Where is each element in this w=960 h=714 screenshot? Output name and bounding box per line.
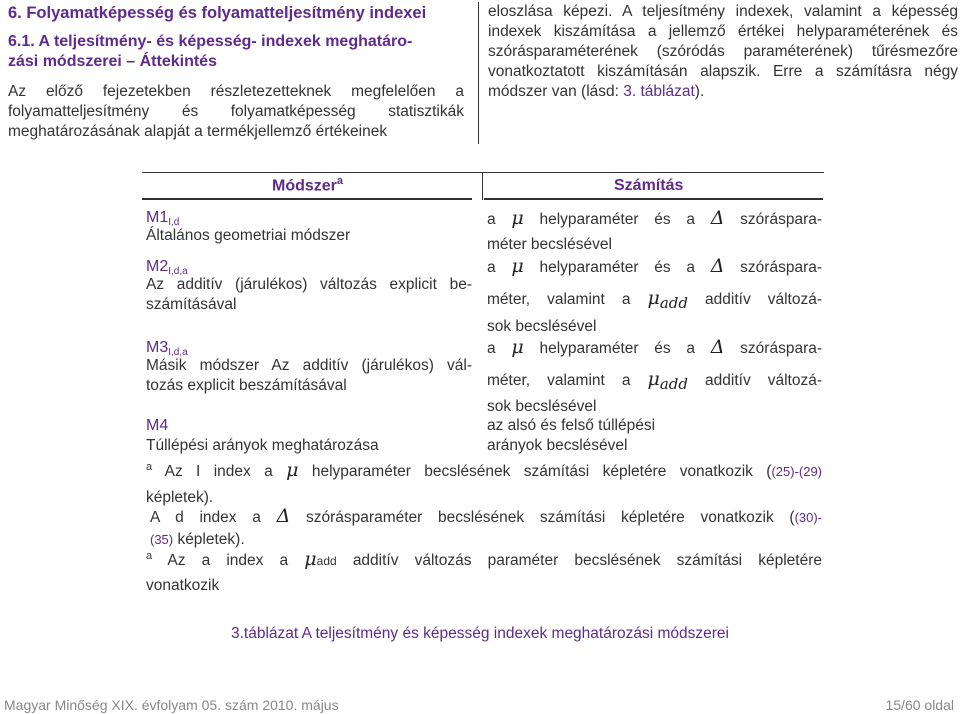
add-subscript: add <box>659 375 688 393</box>
m2-code: M2 <box>146 258 169 275</box>
footer-publication: Magyar Minőség XIX. évfolyam 05. szám 2010. május <box>4 697 339 713</box>
m2-calc-end: szóráspara- <box>740 259 823 276</box>
m4-code: M4 <box>146 417 169 434</box>
delta-symbol: Δ <box>276 505 291 527</box>
left-paragraph: Az előző fejezetekben részletezetteknek megfelelően a folyamatteljesítmény és folyamatképesség statisztikák meghatározásának alapját a termékjellemző értékeinek <box>8 83 464 140</box>
table-row-m2-calc <box>487 256 822 278</box>
table-header-method-label: Módszer <box>272 177 337 195</box>
note1-mid: helyparaméter becslésének számítási képletére vonatkozik ((25)-(29) <box>311 463 823 481</box>
table-caption: 3.táblázat A teljesítmény és képesség indexek meghatározási módszerei <box>231 625 729 642</box>
note1-line2: képletek). <box>146 489 214 507</box>
note3-line2: vonatkozik <box>146 577 220 595</box>
m2-sub: I,d,a <box>168 266 188 277</box>
m1-code: M1 <box>146 209 169 226</box>
table-row-m2-calc-line2 <box>487 288 822 313</box>
m3-name-line2: tozás explicit beszámításával <box>146 377 347 394</box>
table-header-method-sup: a <box>336 175 344 187</box>
right-paragraph-end: ). <box>694 83 705 100</box>
delta-symbol: Δ <box>710 336 725 358</box>
table-row-m4-name: Túllépési arányok meghatározása <box>146 437 379 454</box>
table-reference-link[interactable]: 3. táblázat <box>623 83 695 100</box>
m1-sub: I,d <box>168 217 180 228</box>
column-divider <box>478 2 479 144</box>
table-header-calc: Számítás <box>614 177 684 194</box>
mu-add-symbol <box>647 368 688 393</box>
table-header-rule-right <box>484 198 823 200</box>
table-row-m1-calc-line2: méter becslésével <box>487 236 612 253</box>
note1-line1 <box>146 456 822 483</box>
mu-symbol: μ <box>511 255 524 277</box>
m3-sub: I,d,a <box>168 347 188 358</box>
add-subscript: add <box>316 554 337 569</box>
m3-code: M3 <box>146 339 169 356</box>
table-row-m1-name: Általános geometriai módszer <box>146 227 351 244</box>
right-paragraph <box>488 2 958 102</box>
section-heading: 6. Folyamatképesség és folyamatteljesítmény indexei <box>8 4 427 22</box>
mu-add-symbol <box>304 548 337 571</box>
note2-mid: szórásparaméter becslésének számítási képletére vonatkozik ((30)- <box>306 509 823 526</box>
subsection-heading-line1: 6.1. A teljesítmény- és képesség- indexek meghatáro- <box>8 33 413 50</box>
m2-calc-mid: helyparaméter és a <box>539 259 695 276</box>
table-row-m4-code <box>146 416 168 436</box>
note2-line1 <box>150 505 822 529</box>
table-top-rule <box>142 172 824 173</box>
mu-symbol: μ <box>511 207 524 229</box>
m2-name-line1: Az additív (járulékos) változás explicit be- <box>146 276 472 293</box>
table-row-m4-calc-line1: az alsó és felső túllépési <box>487 417 656 434</box>
note1-sup: a <box>146 461 153 473</box>
table-row-m1-calc <box>487 208 822 230</box>
table-header-divider <box>482 172 483 200</box>
m3-calc-end: szóráspara- <box>740 340 823 357</box>
table-note-1 <box>146 456 822 509</box>
m1-calc-a: a <box>487 211 496 228</box>
m2-name-line2: számításával <box>146 296 237 313</box>
footer-page-number: 15/60 oldal <box>885 697 954 713</box>
m1-calc-mid: helyparaméter és a <box>539 211 695 228</box>
note2-start: A d index a <box>150 509 261 526</box>
m1-calc-end: szóráspara- <box>740 211 823 228</box>
m3-calc-line2-start: méter, valamint a <box>487 372 631 389</box>
note1-formula-ref[interactable]: (25)-(29) <box>771 464 823 480</box>
mu-symbol: μ <box>304 548 317 571</box>
note1-start: Az I index a <box>164 463 273 481</box>
note2-formula-ref-end[interactable]: (35) <box>150 532 174 547</box>
note3-mid: additív változás paraméter becslésének számítási képletére <box>352 552 822 570</box>
table-header-rule-left <box>142 198 472 200</box>
m2-calc-a: a <box>487 259 496 276</box>
note2-line2-end: képletek). <box>177 531 245 548</box>
subsection-heading-line2: zási módszerei – Áttekintés <box>8 53 217 70</box>
mu-add-symbol <box>647 287 688 312</box>
table-header-method <box>272 175 343 195</box>
table-row-m3-calc-line2 <box>487 369 822 394</box>
table-row-m3-calc-line3: sok becslésével <box>487 398 597 415</box>
m3-calc-line2-end: additív változá- <box>705 372 822 389</box>
right-paragraph-text: eloszlása képezi. A teljesítmény indexek, valamint a képesség indexek kiszámítása a jellemző értékei helyparaméterének és szórásparaméterének (szóródás paraméterének) tűrésmezőre vonatkoztatott kiszámításán alapszik. Erre a számításra négy módszer van (lásd: <box>488 3 958 100</box>
m2-calc-line2-start: méter, valamint a <box>487 291 631 308</box>
subsection-heading <box>8 32 464 72</box>
table-row-m2-calc-line3: sok becslésével <box>487 318 597 335</box>
add-subscript: add <box>659 294 688 312</box>
m3-calc-a: a <box>487 340 496 357</box>
table-row-m3-name <box>146 356 472 396</box>
m2-calc-line2-end: additív változá- <box>705 291 822 308</box>
mu-symbol: μ <box>647 287 660 309</box>
table-row-m2-name <box>146 275 472 315</box>
note2-formula-ref-start[interactable]: (30)- <box>794 510 823 525</box>
table-row-m4-calc-line2: arányok becslésével <box>487 437 628 454</box>
delta-symbol: Δ <box>710 207 725 229</box>
note3-sup: a <box>146 550 153 562</box>
m3-calc-mid: helyparaméter és a <box>539 340 695 357</box>
delta-symbol: Δ <box>710 255 725 277</box>
table-row-m3-calc <box>487 337 822 359</box>
table-note-3 <box>146 545 822 597</box>
note3-line1 <box>146 545 822 572</box>
note3-start: Az a index a <box>167 552 289 570</box>
mu-symbol: μ <box>647 368 660 390</box>
mu-symbol: μ <box>511 336 524 358</box>
mu-symbol: μ <box>286 459 299 482</box>
m3-name-line1: Másik módszer Az additív (járulékos) vál- <box>146 357 472 374</box>
